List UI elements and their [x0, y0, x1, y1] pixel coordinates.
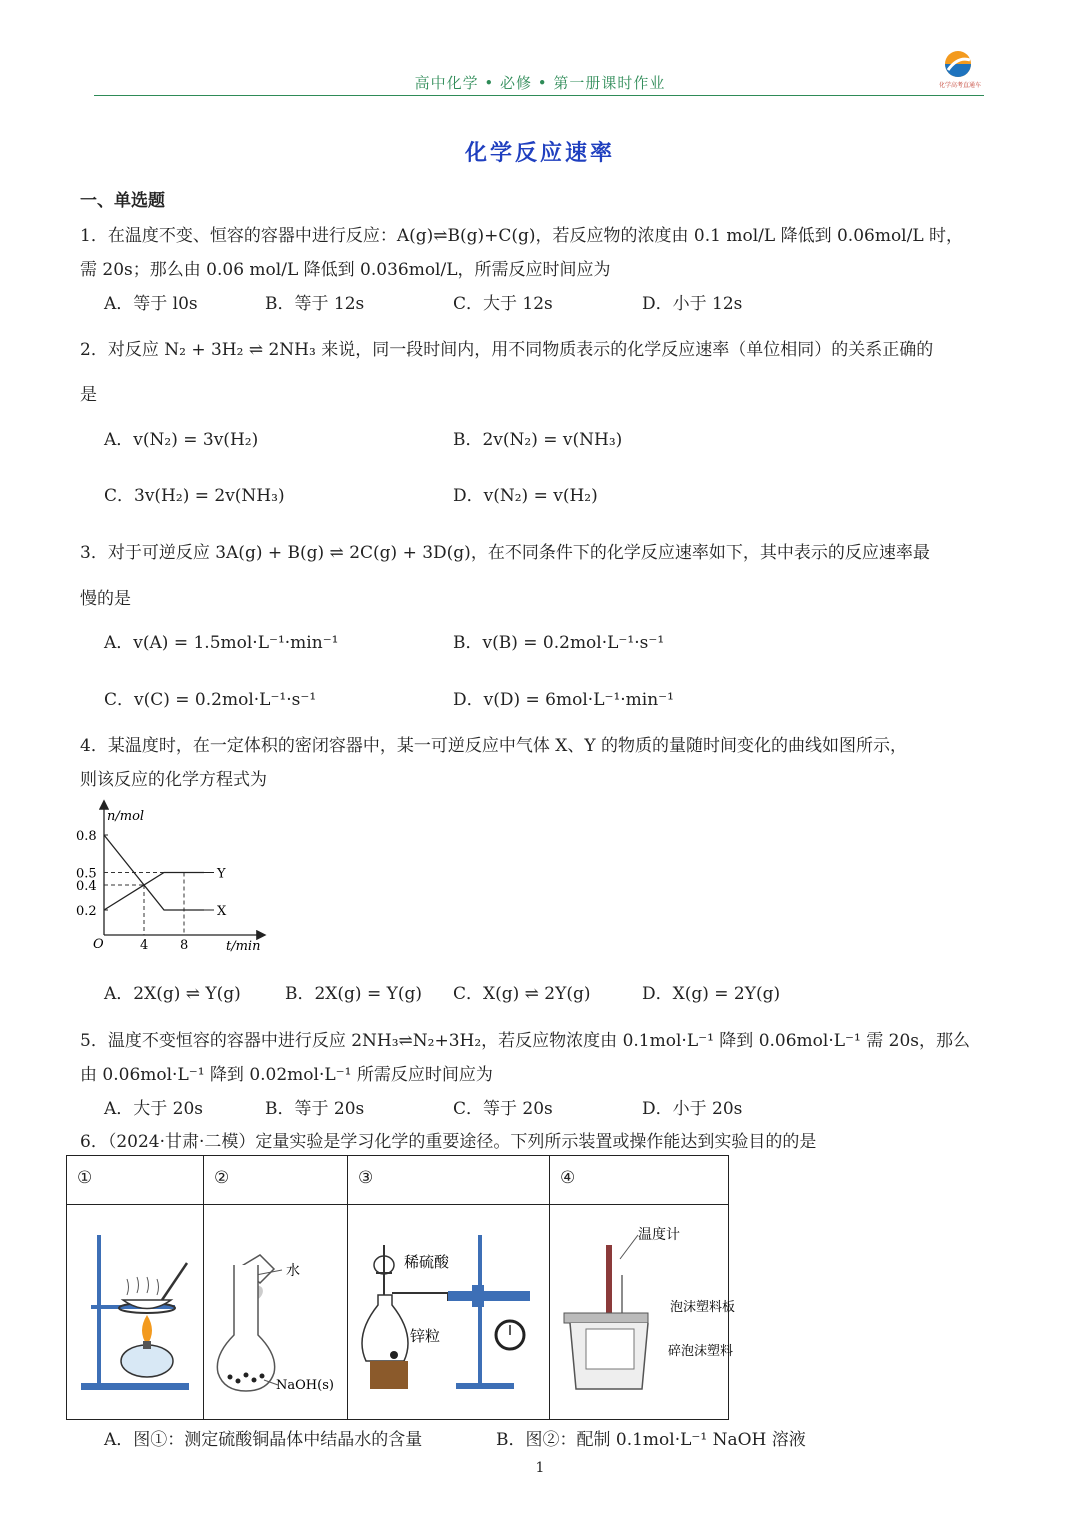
q2-text-line1: 2．对反应 N₂ + 3H₂ ⇌ 2NH₃ 来说，同一段时间内，用不同物质表示的化学反应速率（单位相同）的关系正确的: [80, 340, 934, 360]
q5-option-b: B．等于 20s: [265, 1099, 365, 1119]
q4-option-b: B．2X(g) = Y(g): [285, 984, 422, 1004]
section-heading: 一、单选题: [80, 191, 165, 211]
x-axis-label: t/min: [226, 939, 261, 954]
crucible-heating-apparatus: [67, 1205, 203, 1415]
y-tick-label: 0.5: [76, 866, 97, 882]
q3-text-line2: 慢的是: [80, 589, 131, 609]
calorimeter-apparatus: [550, 1205, 736, 1415]
q3-option-d: D．v(D) = 6mol·L⁻¹·min⁻¹: [453, 690, 674, 710]
q2-option-c: C．3v(H₂) = 2v(NH₃): [104, 486, 285, 506]
label-zinc-granules: 锌粒: [410, 1327, 441, 1345]
y-tick-label: 0.8: [76, 829, 97, 844]
q4-text-line1: 4．某温度时，在一定体积的密闭容器中，某一可逆反应中气体 X、Y 的物质的量随时间变化的曲线如图所示，: [80, 736, 907, 756]
series-label-y: Y: [217, 866, 226, 882]
q5-option-a: A．大于 20s: [104, 1099, 204, 1119]
cell-number-1: ①: [77, 1168, 93, 1188]
q3-option-a: A．v(A) = 1.5mol·L⁻¹·min⁻¹: [104, 633, 339, 653]
cell-number-2: ②: [214, 1168, 230, 1188]
label-water: 水: [286, 1263, 300, 1279]
q3-text-line1: 3．对于可逆反应 3A(g) + B(g) ⇌ 2C(g) + 3D(g)，在不同条件下的化学反应速率如下，其中表示的反应速率最: [80, 543, 930, 563]
q1-text-line1: 1．在温度不变、恒容的容器中进行反应：A(g)⇌B(g)+C(g)，若反应物的浓度由 0.1 mol/L 降低到 0.06mol/L 时，: [80, 226, 964, 246]
y-axis-label: n/mol: [107, 809, 145, 824]
q3-option-c: C．v(C) = 0.2mol·L⁻¹·s⁻¹: [104, 690, 317, 710]
label-foam-board: 泡沫塑料板: [670, 1300, 736, 1315]
q6-text-line1: 6．（2024·甘肃·二模）定量实验是学习化学的重要途径。下列所示装置或操作能达到实验目的的是: [80, 1132, 817, 1152]
volumetric-flask-apparatus: [204, 1205, 347, 1415]
q1-text-line2: 需 20s；那么由 0.06 mol/L 降低到 0.036mol/L，所需反应时间应为: [80, 260, 611, 280]
q2-text-line2: 是: [80, 385, 97, 405]
logo: [930, 48, 990, 92]
q6-option-a: A．图①：测定硫酸铜晶体中结晶水的含量: [104, 1430, 423, 1450]
x-tick-label: 4: [140, 938, 149, 953]
q4-option-a: A．2X(g) ⇌ Y(g): [104, 984, 241, 1004]
q1-option-c: C．大于 12s: [453, 294, 553, 314]
q1-option-b: B．等于 12s: [265, 294, 365, 314]
q5-option-c: C．等于 20s: [453, 1099, 553, 1119]
q5-text-line2: 由 0.06mol·L⁻¹ 降到 0.02mol·L⁻¹ 所需反应时间应为: [80, 1065, 493, 1085]
cell-number-3: ③: [358, 1168, 374, 1188]
series-line-y: [104, 873, 204, 911]
page-number: 1: [535, 1460, 545, 1476]
q3-option-b: B．v(B) = 0.2mol·L⁻¹·s⁻¹: [453, 633, 665, 653]
q4-text-line2: 则该反应的化学方程式为: [80, 770, 267, 790]
x-tick-label: 8: [180, 938, 189, 953]
q4-option-d: D．X(g) = 2Y(g): [642, 984, 781, 1004]
page-header: 高中化学 • 必修 • 第一册课时作业: [414, 74, 666, 92]
q5-option-d: D．小于 20s: [642, 1099, 743, 1119]
y-tick-label: 0.4: [76, 879, 97, 894]
label-thermometer: 温度计: [638, 1227, 680, 1243]
label-dilute-sulfuric-acid: 稀硫酸: [404, 1253, 450, 1271]
header-rule: [94, 95, 984, 96]
q4-graph: [74, 800, 274, 960]
series-label-x: X: [217, 904, 227, 919]
q6-option-b: B．图②：配制 0.1mol·L⁻¹ NaOH 溶液: [496, 1430, 806, 1450]
cell-number-4: ④: [560, 1168, 576, 1188]
page-title: 化学反应速率: [464, 140, 615, 166]
logo-text: 化学高考直通车: [938, 82, 982, 89]
gas-generation-apparatus: [348, 1205, 549, 1415]
q4-option-c: C．X(g) ⇌ 2Y(g): [453, 984, 591, 1004]
q6-apparatus-table: [66, 1155, 736, 1420]
label-naoh: NaOH(s): [276, 1378, 334, 1393]
q5-text-line1: 5．温度不变恒容的容器中进行反应 2NH₃⇌N₂+3H₂，若反应物浓度由 0.1mol·L⁻¹ 降到 0.06mol·L⁻¹ 需 20s，那么: [80, 1031, 970, 1051]
origin-label: O: [93, 937, 104, 952]
y-tick-label: 0.2: [76, 904, 97, 919]
q2-option-a: A．v(N₂) = 3v(H₂): [104, 430, 259, 450]
q2-option-b: B．2v(N₂) = v(NH₃): [453, 430, 623, 450]
label-foam-bits: 碎泡沫塑料: [668, 1344, 734, 1359]
q1-option-d: D．小于 12s: [642, 294, 743, 314]
q2-option-d: D．v(N₂) = v(H₂): [453, 486, 598, 506]
q1-option-a: A．等于 l0s: [104, 294, 198, 314]
